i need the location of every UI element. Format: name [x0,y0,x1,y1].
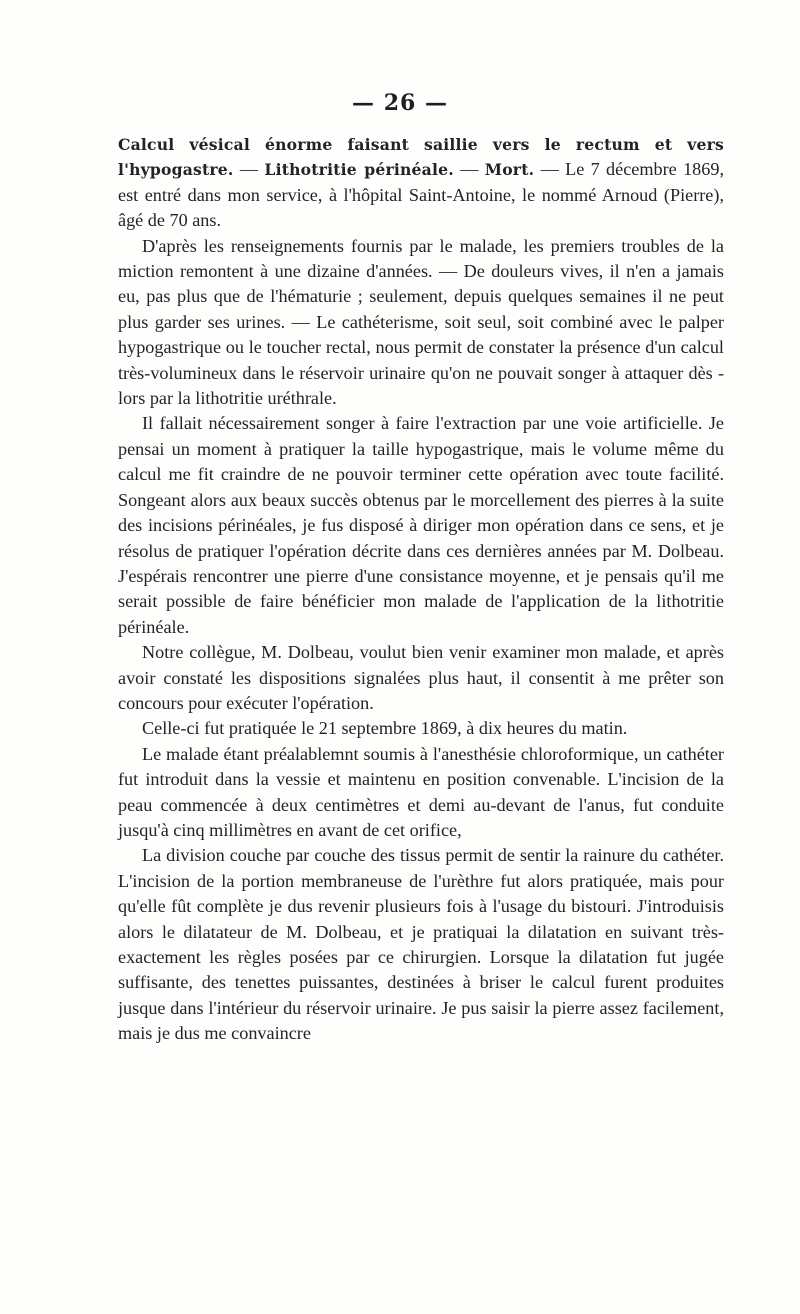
case-title: Calcul vésical énorme faisant saillie vers le rectum et vers l'hypogastre. [118,135,724,180]
separator: — [453,159,485,180]
separator: — [534,159,566,180]
opening-text: Le 7 décembre 1869, est entré dans mon service, à l'hôpital Saint-Antoine, le nommé Arnoud (Pierre), âgé de 70 ans. [118,159,724,231]
page-number: — 26 — [352,90,448,116]
paragraph: Notre collègue, M. Dolbeau, voulut bien venir examiner mon malade, et après avoir constaté les dispositions signalées plus haut, il consentit à me prêter son concours pour exécuter l'opération. [118,642,724,713]
opening-paragraph [118,132,724,234]
separator: — [233,159,265,180]
paragraph: Celle-ci fut pratiquée le 21 septembre 1869, à dix heures du matin. [142,718,628,739]
paragraph: Il fallait nécessairement songer à faire l'extraction par une voie artificielle. Je pensai un moment à pratiquer la taille hypogastrique, mais le volume même du calcul me fit craindre de ne pouvoir terminer cette opération avec toute facilité. Songeant alors aux beaux succès obtenus par le morcellement des pierres à la suite des incisions périnéales, je fus disposé à diriger mon opération dans ce sens, et je résolus de pratiquer l'opération décrite dans ces dernières années par M. Dolbeau. J'espérais rencontrer une pierre d'une consistance moyenne, et je pensais qu'il me serait possible de faire bénéficier mon malade de l'application de la lithotritie périnéale. [118,413,724,637]
body-text [118,132,724,1047]
paragraph: La division couche par couche des tissus permit de sentir la rainure du cathéter. L'incision de la portion membraneuse de l'urèthre fut alors pratiquée, mais pour qu'elle fût complète je dus revenir plusieurs fois à l'usage du bistouri. J'introduisis alors le dilatateur de M. Dolbeau, et je pratiquai la dilatation en suivant très-exactement les règles posées par ce chirurgien. Lorsque la dilatation fut jugée suffisante, des tenettes puissantes, destinées à briser le calcul furent produites jusque dans l'intérieur du réservoir urinaire. Je pus saisir la pierre assez facilement, mais je dus me convaincre [118,845,724,1044]
paragraph: D'après les renseignements fournis par le malade, les premiers troubles de la miction remontent à une dizaine d'années. — De douleurs vives, il n'en a jamais eu, pas plus que de l'hématurie ; seulement, depuis quelques semaines il ne peut plus garder ses urines. — Le cathéterisme, soit seul, soit combiné avec le palper hypogastrique ou le toucher rectal, nous permit de constater la présence d'un calcul très-volumineux dans le réservoir urinaire qu'on ne pouvait songer à attaquer dès -lors par la lithotritie uréthrale. [118,235,724,409]
procedure-title: Lithotritie périnéale. [264,160,454,180]
paragraph: Le malade étant préalablemnt soumis à l'anesthésie chloroformique, un cathéter fut introduit dans la vessie et maintenu en position convenable. L'incision de la peau commencée à deux centimètres et demi au-devant de l'anus, fut conduite jusqu'à cinq millimètres en avant de cet orifice, [118,743,724,840]
outcome-title: Mort. [484,160,535,180]
